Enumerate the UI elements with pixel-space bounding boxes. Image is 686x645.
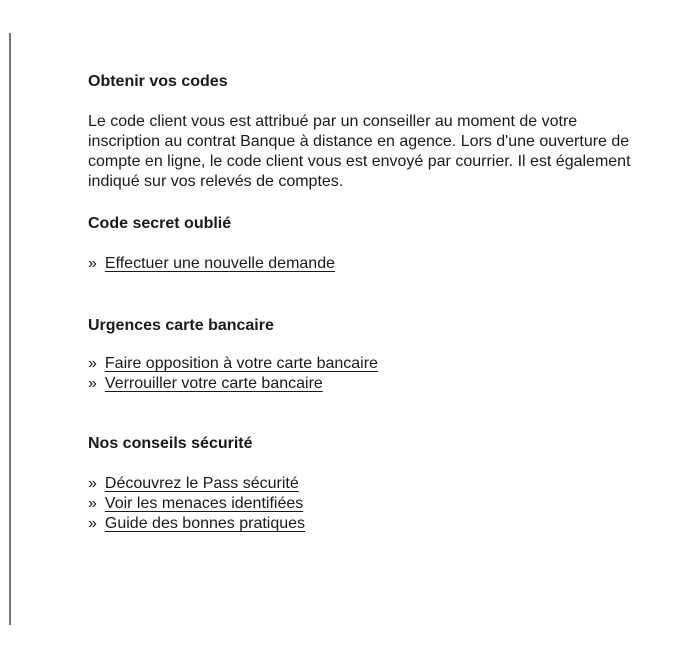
section-heading-code-secret-oublie: Code secret oublié bbox=[88, 215, 232, 232]
section-heading-obtenir-vos-codes: Obtenir vos codes bbox=[88, 73, 228, 90]
list-item bbox=[88, 254, 648, 274]
list-item bbox=[88, 514, 648, 534]
link-verrouiller-carte-bancaire[interactable]: Verrouiller votre carte bancaire bbox=[104, 375, 323, 392]
paragraph-line: Le code client vous est attribué par un conseiller au moment de votre bbox=[88, 113, 578, 130]
double-chevron-icon: » bbox=[88, 475, 97, 492]
link-effectuer-une-nouvelle-demande[interactable]: Effectuer une nouvelle demande bbox=[104, 255, 335, 272]
link-voir-menaces-identifiees[interactable]: Voir les menaces identifiées bbox=[104, 495, 304, 512]
help-content bbox=[88, 72, 648, 534]
list-item bbox=[88, 494, 648, 514]
double-chevron-icon: » bbox=[88, 515, 97, 532]
double-chevron-icon: » bbox=[88, 375, 97, 392]
link-guide-bonnes-pratiques[interactable]: Guide des bonnes pratiques bbox=[104, 515, 306, 532]
urgences-link-list bbox=[88, 354, 648, 394]
list-item bbox=[88, 474, 648, 494]
double-chevron-icon: » bbox=[88, 495, 97, 512]
conseils-link-list bbox=[88, 474, 648, 534]
link-decouvrez-pass-securite[interactable]: Découvrez le Pass sécurité bbox=[104, 475, 299, 492]
paragraph-line: indiqué sur vos relevés de comptes. bbox=[88, 173, 344, 190]
double-chevron-icon: » bbox=[88, 255, 97, 272]
double-chevron-icon: » bbox=[88, 355, 97, 372]
section-heading-urgences-carte-bancaire: Urgences carte bancaire bbox=[88, 317, 274, 334]
codes-description-paragraph bbox=[88, 112, 648, 192]
list-item bbox=[88, 354, 648, 374]
paragraph-line: inscription au contrat Banque à distance en agence. Lors d'une ouverture de bbox=[88, 133, 630, 150]
code-secret-link-list bbox=[88, 254, 648, 274]
list-item bbox=[88, 374, 648, 394]
left-border-rule bbox=[9, 33, 11, 625]
section-heading-nos-conseils-securite: Nos conseils sécurité bbox=[88, 435, 253, 452]
paragraph-line: compte en ligne, le code client vous est envoyé par courrier. Il est également bbox=[88, 153, 631, 170]
link-faire-opposition-carte-bancaire[interactable]: Faire opposition à votre carte bancaire bbox=[104, 355, 378, 372]
